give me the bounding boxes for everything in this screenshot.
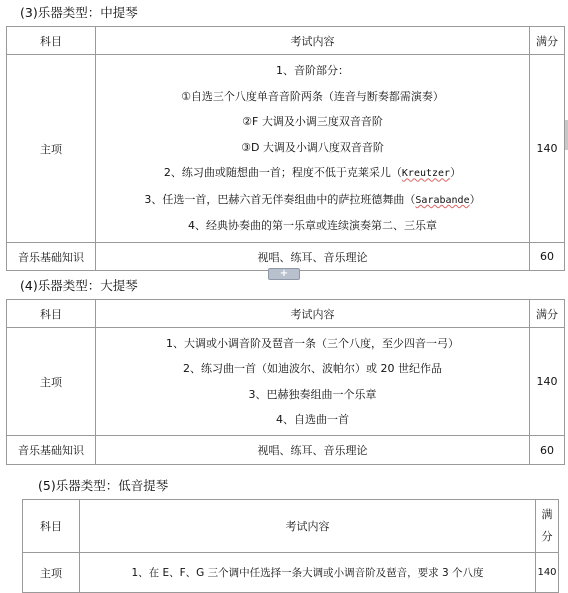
content-line: 1、音阶部分： <box>276 64 349 78</box>
content-text: ） <box>450 166 462 180</box>
header-score <box>536 500 559 553</box>
section-3-heading: (3)乐器类型：中提琴 <box>20 5 138 20</box>
main-score-cell: 140 <box>530 55 565 243</box>
main-score-cell: 140 <box>536 553 559 593</box>
header-content: 考试内容 <box>80 500 536 553</box>
basic-score-cell: 60 <box>530 243 565 271</box>
main-score-cell: 140 <box>530 328 565 436</box>
content-line: 4、经典协奏曲的第一乐章或连续演奏第二、三乐章 <box>188 219 437 233</box>
section-5-heading: (5)乐器类型：低音提琴 <box>38 478 169 493</box>
content-line: 4、自选曲一首 <box>276 413 349 426</box>
header-score-char: 分 <box>541 530 553 543</box>
content-line <box>96 160 529 187</box>
header-subject: 科目 <box>23 500 80 553</box>
content-line: 2、练习曲一首（如迪波尔、波帕尔）或 20 世纪作品 <box>183 362 442 375</box>
main-content-cell <box>96 55 530 243</box>
header-score: 满分 <box>530 300 565 328</box>
header-subject: 科目 <box>7 300 96 328</box>
content-line: ②F 大调及小调三度双音音阶 <box>242 115 383 129</box>
header-score-char: 满 <box>541 508 553 521</box>
content-line: 1、大调或小调音阶及琶音一条（三个八度，至少四音一弓） <box>166 336 459 350</box>
section-4-heading: (4)乐器类型：大提琴 <box>20 278 138 293</box>
plus-icon: + <box>279 268 289 279</box>
basic-score-cell: 60 <box>530 436 565 465</box>
content-line: ①自选三个八度单音音阶两条（连音与断奏都需演奏） <box>181 89 444 103</box>
header-score: 满分 <box>530 27 565 55</box>
basic-content-cell: 视唱、练耳、音乐理论 <box>96 243 530 271</box>
content-line: ③D 大调及小调八度双音音阶 <box>241 140 384 154</box>
content-line <box>96 187 529 214</box>
content-text: 2、练习曲或随想曲一首；程度不低于克莱采儿（ <box>163 166 402 180</box>
content-line: 3、巴赫独奏组曲一个乐章 <box>248 387 377 401</box>
basic-content-cell: 视唱、练耳、音乐理论 <box>96 436 530 465</box>
header-content: 考试内容 <box>96 300 530 328</box>
header-subject: 科目 <box>7 27 96 55</box>
main-content-cell: 1、在 E、F、G 三个调中任选择一条大调或小调音阶及琶音，要求 3 个八度 <box>80 553 536 593</box>
main-content-cell <box>96 328 530 436</box>
basic-subject-cell: 音乐基础知识 <box>7 436 96 465</box>
main-subject-cell: 主项 <box>23 553 80 593</box>
section-3-table <box>6 26 565 271</box>
content-text: 3、任选一首，巴赫六首无伴奏组曲中的萨拉班德舞曲（ <box>144 192 416 206</box>
table-add-handle[interactable] <box>268 268 300 280</box>
content-text: ） <box>469 192 481 206</box>
section-5-table <box>22 499 559 593</box>
main-subject-cell: 主项 <box>7 55 96 243</box>
header-content: 考试内容 <box>96 27 530 55</box>
sarabande-text: Sarabande <box>415 194 470 206</box>
basic-subject-cell: 音乐基础知识 <box>7 243 96 271</box>
section-4-table <box>6 299 565 465</box>
main-subject-cell: 主项 <box>7 328 96 436</box>
kreutzer-text: Kreutzer <box>401 168 451 180</box>
